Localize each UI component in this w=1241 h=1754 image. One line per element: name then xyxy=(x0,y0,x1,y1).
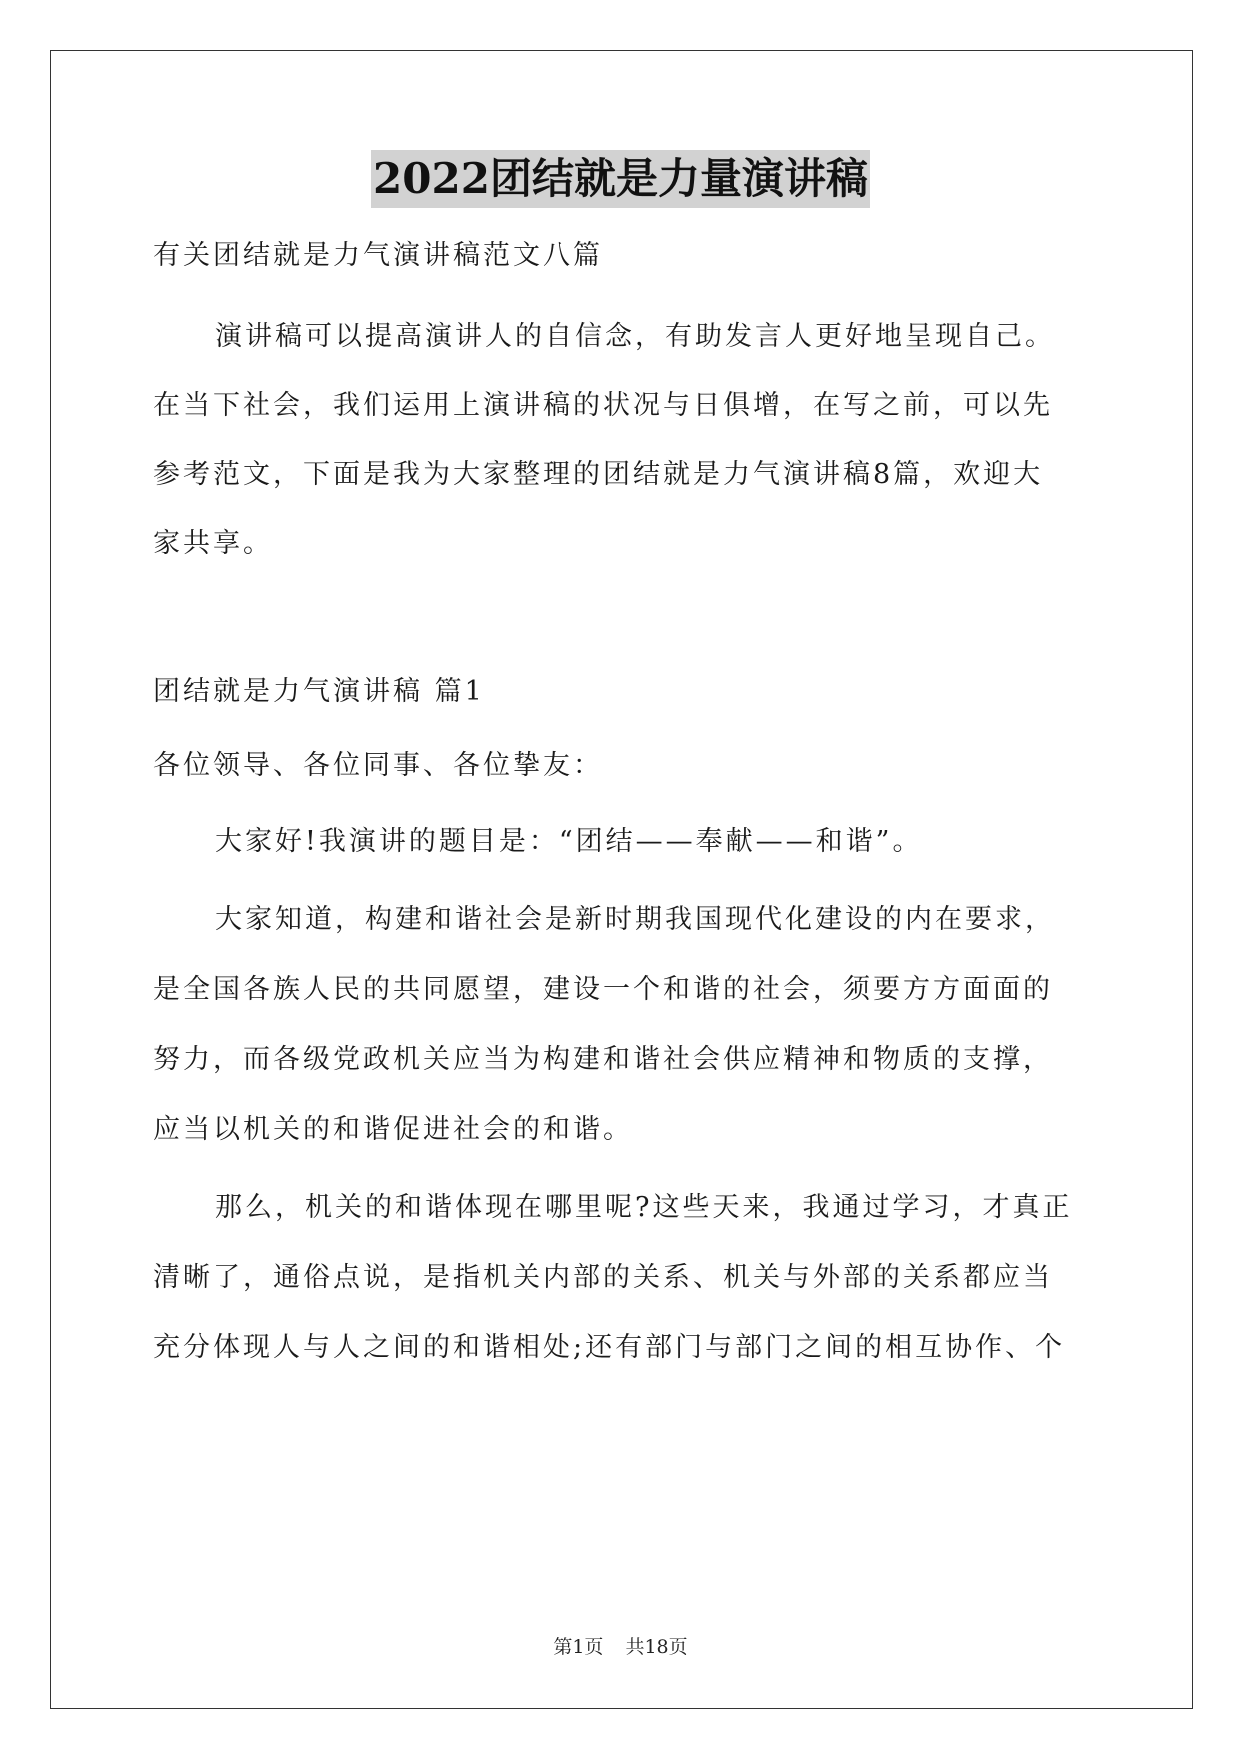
paragraph-line: 充分体现人与人之间的和谐相处;还有部门与部门之间的相互协作、个 xyxy=(153,1332,1066,1363)
section-heading: 团结就是力气演讲稿 篇1 xyxy=(153,676,485,707)
salutation-line: 各位领导、各位同事、各位挚友： xyxy=(153,750,603,781)
paragraph-line: 那么，机关的和谐体现在哪里呢?这些天来，我通过学习，才真正 xyxy=(215,1192,1073,1223)
paragraph-line: 家共享。 xyxy=(153,528,273,559)
paragraph-line: 清晰了，通俗点说，是指机关内部的关系、机关与外部的关系都应当 xyxy=(153,1262,1053,1293)
paragraph-line: 努力，而各级党政机关应当为构建和谐社会供应精神和物质的支撑， xyxy=(153,1044,1053,1075)
page-footer xyxy=(0,1632,1241,1659)
paragraph-line: 演讲稿可以提高演讲人的自信念，有助发言人更好地呈现自己。 xyxy=(215,321,1055,352)
paragraph-line: 大家知道，构建和谐社会是新时期我国现代化建设的内在要求， xyxy=(215,904,1055,935)
page-border xyxy=(50,50,1193,1709)
subtitle-line: 有关团结就是力气演讲稿范文八篇 xyxy=(153,240,603,271)
paragraph-line: 是全国各族人民的共同愿望，建设一个和谐的社会，须要方方面面的 xyxy=(153,974,1053,1005)
paragraph-line: 参考范文，下面是我为大家整理的团结就是力气演讲稿8篇，欢迎大 xyxy=(153,459,1044,490)
paragraph-line: 应当以机关的和谐促进社会的和谐。 xyxy=(153,1114,633,1145)
page-number: 第1页 xyxy=(553,1636,604,1658)
document-title: 2022团结就是力量演讲稿 xyxy=(371,150,870,208)
paragraph-line: 大家好!我演讲的题目是：“团结——奉献——和谐”。 xyxy=(215,826,923,857)
total-pages: 共18页 xyxy=(625,1636,688,1658)
paragraph-line: 在当下社会，我们运用上演讲稿的状况与日俱增，在写之前，可以先 xyxy=(153,390,1053,421)
title-container xyxy=(0,150,1241,208)
